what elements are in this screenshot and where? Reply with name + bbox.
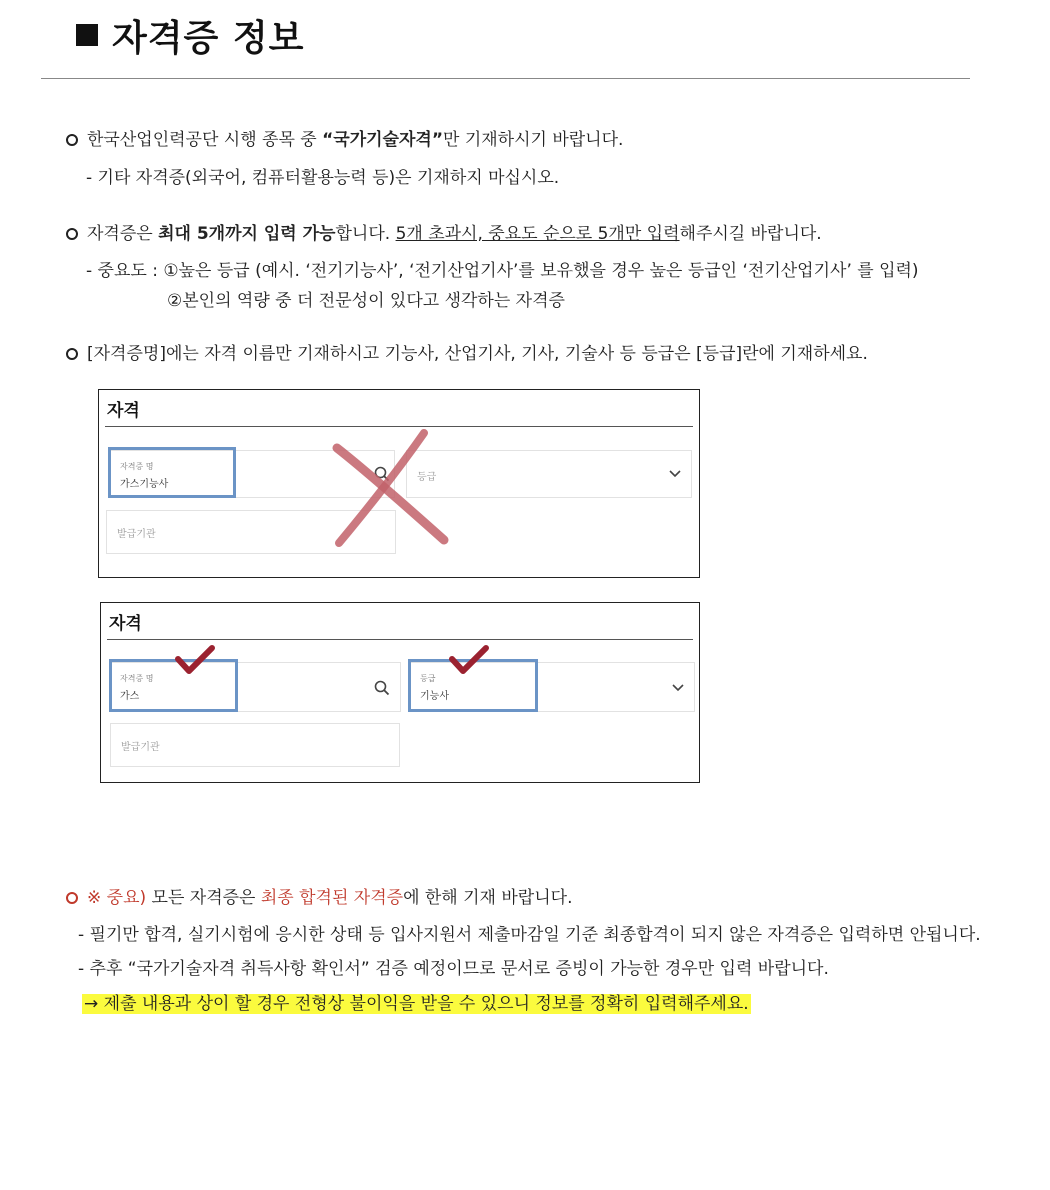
cert-name-label: 자격증 명	[120, 674, 154, 683]
notice-2-sub-1: - 중요도 : ①높은 등급 (예시. ‘전기기능사’, ‘전기산업기사’를 보유했을 경우 높은 등급인 ‘전기산업기사’ 를 입력)	[86, 261, 919, 281]
checkmark-icon	[449, 645, 489, 675]
circle-bullet-icon	[66, 228, 78, 240]
issuer-placeholder: 발급기관	[121, 742, 160, 753]
search-icon[interactable]	[374, 680, 390, 696]
wrong-x-mark-icon	[329, 428, 449, 548]
notice-3: [자격증명]에는 자격 이름만 기재하시고 기능사, 산업기사, 기사, 기술사 등 등급은 [등급]란에 기재하세요.	[66, 342, 868, 366]
grade-placeholder: 등급	[417, 472, 437, 483]
checkmark-icon	[175, 645, 215, 675]
notice-4-warning: → 제출 내용과 상이 할 경우 전형상 불이익을 받을 수 있으니 정보를 정확히 입력해주세요.	[84, 994, 749, 1014]
highlight-box	[108, 447, 236, 498]
example-form-correct	[100, 602, 700, 783]
grade-label: 등급	[420, 674, 436, 683]
issuer-field[interactable]	[110, 723, 400, 767]
highlight-box	[109, 659, 238, 712]
issuer-placeholder: 발급기관	[117, 529, 156, 540]
circle-bullet-icon	[66, 348, 78, 360]
form-header-divider	[105, 426, 693, 427]
form-header: 자격	[107, 401, 140, 421]
notice-1-sub: - 기타 자격증(외국어, 컴퓨터활용능력 등)은 기재하지 마십시오.	[86, 168, 560, 188]
notice-4-sub-1: - 필기만 합격, 실기시험에 응시한 상태 등 입사지원서 제출마감일 기준 최종합격이 되지 않은 자격증은 입력하면 안됩니다.	[78, 925, 981, 945]
notice-1: 한국산업인력공단 시행 종목 중 “국가기술자격”만 기재하시기 바랍니다.	[66, 128, 623, 152]
chevron-down-icon	[672, 683, 684, 693]
cert-name-value: 가스기능사	[120, 479, 169, 490]
form-header: 자격	[109, 614, 142, 634]
circle-bullet-icon	[66, 892, 78, 904]
grade-value: 기능사	[420, 691, 449, 702]
cert-name-label: 자격증 명	[120, 462, 154, 471]
title-divider	[41, 78, 970, 79]
page-title: 자격증 정보	[76, 10, 304, 61]
example-form-wrong	[98, 389, 700, 578]
notice-2-sub-2: ②본인의 역량 중 더 전문성이 있다고 생각하는 자격증	[167, 291, 565, 311]
cert-name-value: 가스	[120, 691, 140, 702]
chevron-down-icon	[669, 469, 681, 479]
square-bullet-icon	[76, 24, 98, 46]
form-header-divider	[107, 639, 693, 640]
circle-bullet-icon	[66, 134, 78, 146]
notice-4: ※ 중요) 모든 자격증은 최종 합격된 자격증에 한해 기재 바랍니다.	[66, 886, 572, 910]
notice-2: 자격증은 최대 5개까지 입력 가능합니다. 5개 초과시, 중요도 순으로 5개만 입력해주시길 바랍니다.	[66, 222, 822, 246]
notice-4-sub-2: - 추후 “국가기술자격 취득사항 확인서” 검증 예정이므로 문서로 증빙이 가능한 경우만 입력 바랍니다.	[78, 959, 829, 979]
